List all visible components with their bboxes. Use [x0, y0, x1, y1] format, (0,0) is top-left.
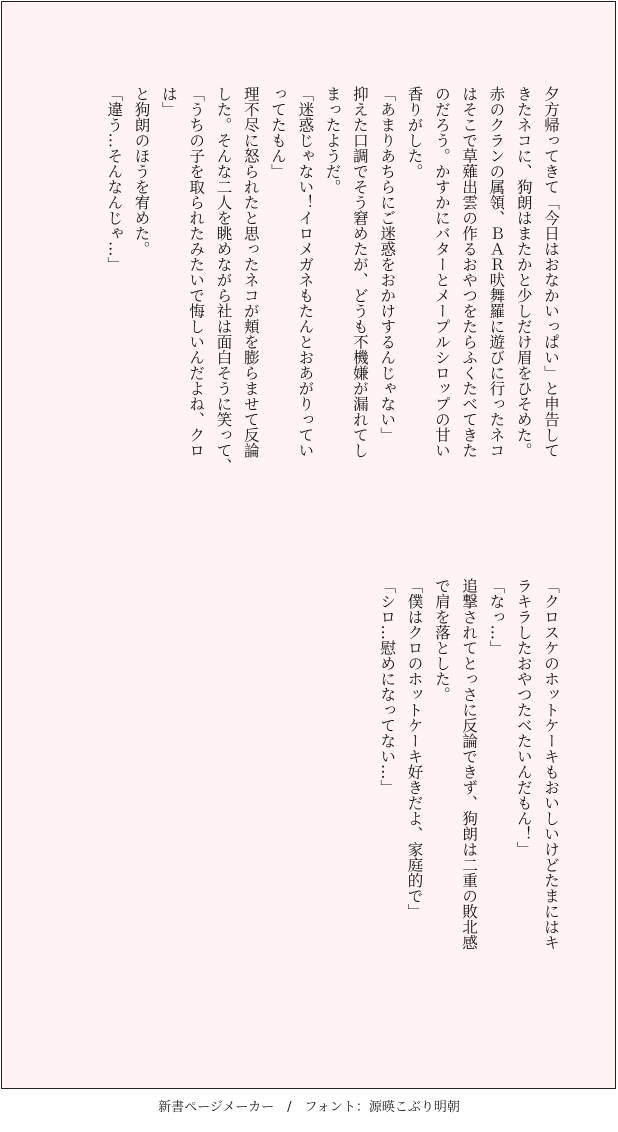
text-line: 「なっ…」 [487, 578, 506, 656]
novel-page [1, 1, 616, 1089]
text-block-top [100, 86, 564, 516]
text-line: きたネコに、狗朗はまたかと少しだけ眉をひそめた。 [514, 86, 533, 458]
text-line: 「違う…そんなんじゃ…」 [105, 86, 124, 272]
text-line: 香りがした。 [405, 86, 424, 179]
text-line: 「迷惑じゃない！イロメガネもたんとおあがりってい [296, 86, 315, 458]
text-line: 追撃されてとっさに反論できず、狗朗は二重の敗北感 [460, 578, 479, 950]
text-line: 抑えた口調でそう窘めたが、どうも不機嫌が漏れてし [350, 86, 369, 458]
footer-credit: 新書ページメーカー / フォント：源暎こぶり明朝 [158, 1100, 460, 1115]
text-line: のだろう。かすかにバターとメープルシロップの甘い [432, 86, 451, 458]
text-line: 「クロスケのホットケーキもおいしいけどたまにはキ [542, 578, 560, 950]
text-line: 「あまりあちらにご迷惑をおかけするんじゃない」 [378, 86, 397, 443]
text-line: 赤のクランの属領、ＢＡＲ吠舞羅に遊びに行ったネコ [487, 86, 506, 458]
text-line: 夕方帰ってきて「今日はおなかいっぱい」と申告して [542, 86, 560, 458]
text-line: と狗朗のほうを宥めた。 [132, 86, 151, 257]
text-line: 理不尽に怒られたと思ったネコが頬を膨らませて反論 [241, 86, 260, 458]
text-line: ってたもん」 [269, 86, 288, 179]
text-line: は」 [159, 86, 178, 117]
text-line: 「うちの子を取られたみたいで悔しいんだよね、クロ [187, 86, 206, 458]
text-line: した。そんな二人を眺めながら社は面白そうに笑って、 [214, 86, 233, 474]
text-line: 「シロ…慰めになってない…」 [378, 578, 397, 795]
text-line: ラキラしたおやつたべたいんだもん！」 [514, 578, 533, 857]
text-line: 「僕はクロのホットケーキ好きだよ、家庭的で」 [405, 578, 424, 919]
text-line: で肩を落とした。 [432, 578, 451, 702]
text-block-bottom [373, 578, 564, 1008]
text-line: はそこで草薙出雲の作るおやつをたらふくたべてきた [460, 86, 479, 458]
text-line: まったようだ。 [323, 86, 342, 195]
